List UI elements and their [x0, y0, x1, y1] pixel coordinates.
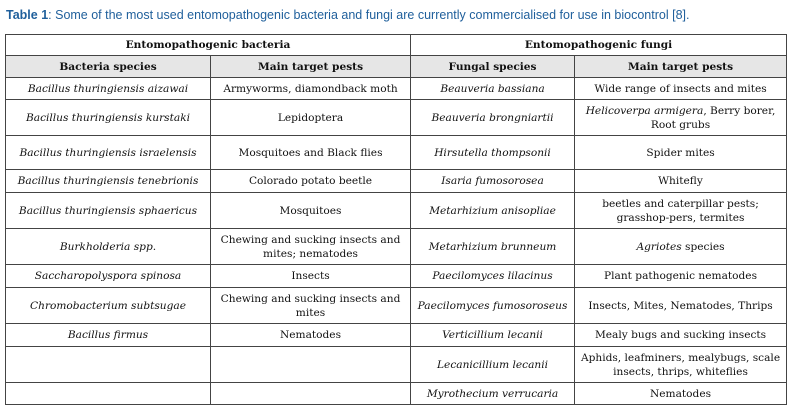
fungal-pests-cell: Wide range of insects and mites	[575, 78, 787, 100]
group-header-bacteria: Entomopathogenic bacteria	[6, 35, 411, 56]
bacteria-pests-cell: Nematodes	[211, 324, 411, 347]
fungal-species-cell: Metarhizium brunneum	[411, 229, 575, 265]
bacteria-species-cell: Saccharopolyspora spinosa	[6, 265, 211, 288]
fungal-species-cell: Metarhizium anisopliae	[411, 193, 575, 229]
column-header-row	[6, 56, 787, 78]
fungal-pests-cell	[575, 100, 787, 136]
bacteria-pests-cell: Mosquitoes	[211, 193, 411, 229]
fungal-species-cell: Verticillium lecanii	[411, 324, 575, 347]
bacteria-pests-cell: Insects	[211, 265, 411, 288]
bacteria-species-cell	[6, 383, 211, 405]
table-row	[6, 170, 787, 193]
table-row	[6, 324, 787, 347]
table-row	[6, 265, 787, 288]
bacteria-pests-cell: Chewing and sucking insects and mites	[211, 288, 411, 324]
group-header-fungi: Entomopathogenic fungi	[411, 35, 787, 56]
table-row	[6, 383, 787, 405]
bacteria-pests-cell: Mosquitoes and Black flies	[211, 136, 411, 170]
pest-italic-name: Helicoverpa armigera	[585, 104, 704, 117]
fungal-species-cell: Paecilomyces fumosoroseus	[411, 288, 575, 324]
bacteria-species-cell: Bacillus thuringiensis tenebrionis	[6, 170, 211, 193]
bacteria-species-cell: Burkholderia spp.	[6, 229, 211, 265]
bacteria-species-cell: Bacillus thuringiensis sphaericus	[6, 193, 211, 229]
bacteria-pests-cell: Colorado potato beetle	[211, 170, 411, 193]
caption-text: : Some of the most used entomopathogenic bacteria and fungi are currently commercialised for use in biocontrol [8].	[48, 8, 690, 22]
pest-text: species	[681, 240, 725, 253]
pest-italic-name: Agriotes	[636, 240, 682, 253]
group-header-row	[6, 35, 787, 56]
table-row	[6, 229, 787, 265]
table-row	[6, 78, 787, 100]
fungal-species-cell: Beauveria brongniartii	[411, 100, 575, 136]
biocontrol-table	[5, 34, 787, 405]
table-row	[6, 347, 787, 383]
column-header-fungal-pests: Main target pests	[575, 56, 787, 78]
bacteria-species-cell	[6, 347, 211, 383]
fungal-pests-cell: Whitefly	[575, 170, 787, 193]
table-row	[6, 136, 787, 170]
bacteria-species-cell: Bacillus thuringiensis kurstaki	[6, 100, 211, 136]
fungal-pests-cell: Spider mites	[575, 136, 787, 170]
bacteria-pests-cell	[211, 383, 411, 405]
fungal-pests-cell: Nematodes	[575, 383, 787, 405]
table-row	[6, 288, 787, 324]
fungal-pests-cell: Insects, Mites, Nematodes, Thrips	[575, 288, 787, 324]
caption-label: Table 1	[6, 8, 49, 22]
bacteria-pests-cell: Armyworms, diamondback moth	[211, 78, 411, 100]
table-row	[6, 193, 787, 229]
bacteria-species-cell: Bacillus firmus	[6, 324, 211, 347]
fungal-species-cell: Hirsutella thompsonii	[411, 136, 575, 170]
bacteria-pests-cell: Chewing and sucking insects and mites; nematodes	[211, 229, 411, 265]
fungal-species-cell: Myrothecium verrucaria	[411, 383, 575, 405]
column-header-fungal-species: Fungal species	[411, 56, 575, 78]
fungal-species-cell: Beauveria bassiana	[411, 78, 575, 100]
bacteria-pests-cell	[211, 347, 411, 383]
table-caption	[6, 6, 786, 24]
column-header-bacteria-species: Bacteria species	[6, 56, 211, 78]
bacteria-species-cell: Bacillus thuringiensis aizawai	[6, 78, 211, 100]
column-header-bacteria-pests: Main target pests	[211, 56, 411, 78]
fungal-pests-cell: Mealy bugs and sucking insects	[575, 324, 787, 347]
bacteria-species-cell: Chromobacterium subtsugae	[6, 288, 211, 324]
fungal-species-cell: Isaria fumosorosea	[411, 170, 575, 193]
table-row	[6, 100, 787, 136]
fungal-pests-cell	[575, 229, 787, 265]
fungal-species-cell: Lecanicillium lecanii	[411, 347, 575, 383]
fungal-pests-cell: Aphids, leafminers, mealybugs, scale insects, thrips, whiteflies	[575, 347, 787, 383]
bacteria-species-cell: Bacillus thuringiensis israelensis	[6, 136, 211, 170]
pest-text: , Berry borer, Root grubs	[650, 104, 776, 131]
fungal-pests-cell: beetles and caterpillar pests; grasshop-pers, termites	[575, 193, 787, 229]
fungal-pests-cell: Plant pathogenic nematodes	[575, 265, 787, 288]
bacteria-pests-cell: Lepidoptera	[211, 100, 411, 136]
fungal-species-cell: Paecilomyces lilacinus	[411, 265, 575, 288]
